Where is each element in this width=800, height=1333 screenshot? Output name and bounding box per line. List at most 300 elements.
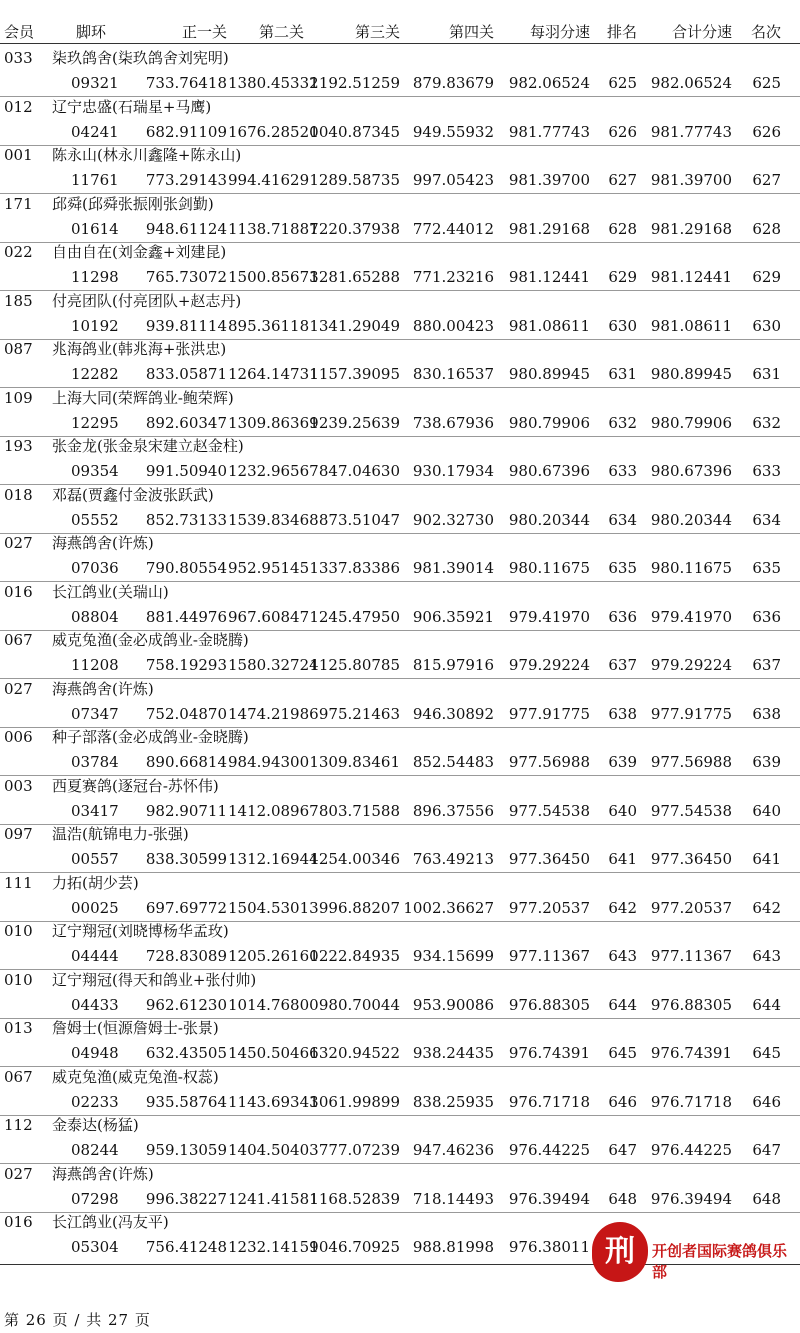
place-value: 630	[752, 317, 781, 335]
stage3-speed: 1289.58735	[309, 171, 400, 189]
stage2-speed: 1232.14159	[228, 1238, 319, 1256]
rank-value: 632	[608, 414, 637, 432]
member-id: 067	[4, 631, 33, 649]
total-speed: 981.77743	[650, 123, 732, 141]
member-id: 012	[4, 98, 33, 116]
stage1-speed: 991.50940	[145, 462, 227, 480]
stage2-speed: 895.36118	[228, 317, 310, 335]
header-speed: 每羽分速	[529, 23, 590, 41]
stage3-speed: 1061.99899	[309, 1093, 400, 1111]
stage3-speed: 777.07239	[318, 1141, 400, 1159]
member-name: 邱舜(邱舜张振刚张剑勤)	[52, 195, 214, 213]
table-row	[0, 485, 800, 533]
stage2-speed: 1312.16944	[228, 850, 319, 868]
stage3-speed: 1220.37938	[309, 220, 400, 238]
table-row	[0, 388, 800, 436]
table-row	[0, 533, 800, 581]
rank-value: 644	[608, 996, 637, 1014]
table-row	[0, 582, 800, 630]
table-row	[0, 1067, 800, 1115]
table-header	[0, 0, 800, 44]
ring-number: 07347	[71, 705, 119, 723]
ring-number: 01614	[71, 220, 119, 238]
stage4-speed: 718.14493	[412, 1190, 494, 1208]
member-id: 027	[4, 680, 33, 698]
header-stage1: 正一关	[181, 23, 227, 41]
per-bird-speed: 977.36450	[508, 850, 590, 868]
ring-number: 05552	[71, 511, 119, 529]
member-id: 097	[4, 825, 33, 843]
member-id: 018	[4, 486, 33, 504]
place-value: 631	[752, 365, 781, 383]
stage4-speed: 771.23216	[412, 268, 494, 286]
total-speed: 980.20344	[650, 511, 732, 529]
stage2-speed: 1450.50466	[228, 1044, 319, 1062]
stage2-speed: 1143.69343	[228, 1093, 319, 1111]
member-name: 金泰达(杨猛)	[52, 1116, 139, 1134]
stage1-speed: 833.05871	[145, 365, 227, 383]
stage1-speed: 765.73072	[145, 268, 227, 286]
per-bird-speed: 976.88305	[508, 996, 590, 1014]
total-speed: 977.36450	[650, 850, 732, 868]
member-name: 辽宁忠盛(石瑞星+马鹰)	[52, 98, 212, 116]
stage4-speed: 896.37556	[412, 802, 494, 820]
per-bird-speed: 981.29168	[508, 220, 590, 238]
table-row	[0, 630, 800, 678]
stage2-speed: 1138.71887	[228, 220, 319, 238]
member-id: 112	[4, 1116, 33, 1134]
total-speed: 981.12441	[650, 268, 732, 286]
total-speed: 977.54538	[650, 802, 732, 820]
total-speed: 981.29168	[650, 220, 732, 238]
rank-value: 636	[608, 608, 637, 626]
table-row	[0, 48, 800, 96]
place-value: 636	[752, 608, 781, 626]
stage1-speed: 697.69772	[145, 899, 227, 917]
member-id: 013	[4, 1019, 33, 1037]
stage3-speed: 1040.87345	[309, 123, 400, 141]
stage2-speed: 967.60847	[228, 608, 310, 626]
member-name: 种子部落(金必成鸽业-金晓腾)	[52, 728, 249, 746]
member-id: 111	[4, 874, 33, 892]
member-name: 自由自在(刘金鑫+刘建昆)	[52, 243, 227, 261]
place-value: 629	[752, 268, 781, 286]
header-member: 会员	[4, 23, 35, 41]
table-row	[0, 145, 800, 193]
rank-value: 631	[608, 365, 637, 383]
rank-value: 637	[608, 656, 637, 674]
stage2-speed: 1380.45332	[228, 74, 319, 92]
member-id: 010	[4, 971, 33, 989]
stage1-speed: 758.19293	[145, 656, 227, 674]
member-name: 长江鸽业(关瑞山)	[52, 583, 169, 601]
stage1-speed: 982.90711	[145, 802, 227, 820]
total-speed: 979.29224	[650, 656, 732, 674]
stage3-speed: 1337.83386	[309, 559, 400, 577]
stage3-speed: 1245.47950	[309, 608, 400, 626]
stage3-speed: 1157.39095	[309, 365, 400, 383]
stage4-speed: 946.30892	[412, 705, 494, 723]
place-value: 637	[752, 656, 781, 674]
total-speed: 976.71718	[650, 1093, 732, 1111]
place-value: 635	[752, 559, 781, 577]
place-value: 647	[752, 1141, 781, 1159]
stage1-speed: 939.81114	[145, 317, 227, 335]
stage2-speed: 984.94300	[228, 753, 310, 771]
member-name: 付亮团队(付亮团队+赵志丹)	[52, 292, 242, 310]
stage3-speed: 1320.94522	[309, 1044, 400, 1062]
table-row	[0, 921, 800, 969]
stage3-speed: 873.51047	[318, 511, 400, 529]
stage2-speed: 1404.50403	[228, 1141, 319, 1159]
place-value: 628	[752, 220, 781, 238]
per-bird-speed: 976.38011	[508, 1238, 590, 1256]
per-bird-speed: 981.08611	[508, 317, 590, 335]
member-name: 陈永山(林永川鑫隆+陈永山)	[52, 146, 242, 164]
stage4-speed: 763.49213	[412, 850, 494, 868]
stage2-speed: 1241.41581	[228, 1190, 319, 1208]
stage1-speed: 852.73133	[145, 511, 227, 529]
stage4-speed: 981.39014	[412, 559, 494, 577]
header-stage2: 第二关	[258, 23, 304, 41]
ring-number: 09354	[71, 462, 119, 480]
table-row	[0, 679, 800, 727]
table-row	[0, 1164, 800, 1212]
stage2-speed: 1014.76800	[228, 996, 319, 1014]
place-value: 634	[752, 511, 781, 529]
stage4-speed: 938.24435	[412, 1044, 494, 1062]
member-name: 上海大同(荣辉鸽业-鲍荣辉)	[52, 389, 234, 407]
club-name: 开创者国际赛鸽俱乐部	[652, 1242, 788, 1281]
place-value: 640	[752, 802, 781, 820]
table-row	[0, 873, 800, 921]
place-value: 643	[752, 947, 781, 965]
stage3-speed: 1254.00346	[309, 850, 400, 868]
stage4-speed: 1002.36627	[403, 899, 494, 917]
member-id: 022	[4, 243, 33, 261]
per-bird-speed: 977.11367	[508, 947, 590, 965]
rank-value: 648	[608, 1190, 637, 1208]
ring-number: 04433	[71, 996, 119, 1014]
place-value: 625	[752, 74, 781, 92]
stage4-speed: 902.32730	[412, 511, 494, 529]
member-name: 邓磊(贾鑫付金波张跃武)	[52, 486, 214, 504]
place-value: 638	[752, 705, 781, 723]
stage2-speed: 1676.28520	[228, 123, 319, 141]
stage1-speed: 935.58764	[145, 1093, 227, 1111]
rank-value: 646	[608, 1093, 637, 1111]
ring-number: 05304	[71, 1238, 119, 1256]
header-stage3: 第三关	[354, 23, 400, 41]
member-id: 001	[4, 146, 33, 164]
stage1-speed: 756.41248	[145, 1238, 227, 1256]
stage2-speed: 1504.53013	[228, 899, 319, 917]
ring-number: 11761	[71, 171, 119, 189]
rank-value: 633	[608, 462, 637, 480]
member-name: 长江鸽业(冯友平)	[52, 1213, 169, 1231]
stage2-speed: 1205.26160	[228, 947, 319, 965]
stage1-speed: 752.04870	[145, 705, 227, 723]
rank-value: 641	[608, 850, 637, 868]
rank-value: 628	[608, 220, 637, 238]
member-name: 力拓(胡少芸)	[52, 874, 139, 892]
per-bird-speed: 982.06524	[508, 74, 590, 92]
member-id: 027	[4, 534, 33, 552]
stage4-speed: 988.81998	[412, 1238, 494, 1256]
per-bird-speed: 979.41970	[508, 608, 590, 626]
stage3-speed: 975.21463	[318, 705, 400, 723]
ring-number: 02233	[71, 1093, 119, 1111]
stage3-speed: 1192.51259	[309, 74, 400, 92]
total-speed: 976.88305	[650, 996, 732, 1014]
member-id: 027	[4, 1165, 33, 1183]
per-bird-speed: 980.79906	[508, 414, 590, 432]
total-speed: 980.67396	[650, 462, 732, 480]
total-speed: 982.06524	[650, 74, 732, 92]
stage3-speed: 1309.83461	[309, 753, 400, 771]
header-rank: 排名	[606, 23, 637, 41]
rank-value: 625	[608, 74, 637, 92]
total-speed: 976.74391	[650, 1044, 732, 1062]
stage3-speed: 1239.25639	[309, 414, 400, 432]
stage1-speed: 790.80554	[145, 559, 227, 577]
stage1-speed: 632.43505	[145, 1044, 227, 1062]
stage4-speed: 930.17934	[412, 462, 494, 480]
member-name: 辽宁翔冠(刘晓博杨华孟玫)	[52, 922, 229, 940]
rank-value: 645	[608, 1044, 637, 1062]
stage1-speed: 892.60347	[145, 414, 227, 432]
member-name: 柒玖鸽舍(柒玖鸽舍刘宪明)	[52, 49, 229, 67]
ring-number: 09321	[71, 74, 119, 92]
per-bird-speed: 976.44225	[508, 1141, 590, 1159]
total-speed: 976.39494	[650, 1190, 732, 1208]
stage3-speed: 1046.70925	[309, 1238, 400, 1256]
stage1-speed: 682.91109	[145, 123, 227, 141]
table-row	[0, 727, 800, 775]
rank-value: 629	[608, 268, 637, 286]
stage2-speed: 1580.32724	[228, 656, 319, 674]
per-bird-speed: 977.20537	[508, 899, 590, 917]
total-speed: 977.56988	[650, 753, 732, 771]
place-value: 642	[752, 899, 781, 917]
stage4-speed: 934.15699	[412, 947, 494, 965]
per-bird-speed: 977.91775	[508, 705, 590, 723]
ring-number: 03417	[71, 802, 119, 820]
per-bird-speed: 981.12441	[508, 268, 590, 286]
stage1-speed: 773.29143	[145, 171, 227, 189]
stage1-speed: 948.61124	[145, 220, 227, 238]
table-row	[0, 242, 800, 290]
place-value: 639	[752, 753, 781, 771]
member-id: 010	[4, 922, 33, 940]
stage3-speed: 1281.65288	[309, 268, 400, 286]
table-row	[0, 1115, 800, 1163]
stage3-speed: 847.04630	[318, 462, 400, 480]
member-id: 171	[4, 195, 33, 213]
stage4-speed: 838.25935	[412, 1093, 494, 1111]
per-bird-speed: 977.54538	[508, 802, 590, 820]
table-row	[0, 97, 800, 145]
per-bird-speed: 979.29224	[508, 656, 590, 674]
stage1-speed: 959.13059	[145, 1141, 227, 1159]
place-value: 644	[752, 996, 781, 1014]
member-name: 威克兔渔(威克兔渔-权蕊)	[52, 1068, 219, 1086]
table-row	[0, 194, 800, 242]
stage4-speed: 852.54483	[412, 753, 494, 771]
table-row	[0, 776, 800, 824]
stage1-speed: 962.61230	[145, 996, 227, 1014]
ring-number: 07036	[71, 559, 119, 577]
header-place: 名次	[750, 23, 781, 41]
stage3-speed: 996.88207	[318, 899, 400, 917]
stage4-speed: 815.97916	[412, 656, 494, 674]
member-id: 003	[4, 777, 33, 795]
rank-value: 647	[608, 1141, 637, 1159]
header-ring: 脚环	[76, 23, 107, 41]
stage2-speed: 1232.96567	[228, 462, 319, 480]
page-footer: 第 26 页 / 共 27 页	[4, 1311, 151, 1329]
member-id: 185	[4, 292, 33, 310]
stage4-speed: 772.44012	[412, 220, 494, 238]
rank-value: 642	[608, 899, 637, 917]
place-value: 626	[752, 123, 781, 141]
stage4-speed: 953.90086	[412, 996, 494, 1014]
rank-value: 638	[608, 705, 637, 723]
member-id: 109	[4, 389, 33, 407]
table-row	[0, 436, 800, 484]
member-name: 辽宁翔冠(得天和鸽业+张付帅)	[52, 971, 257, 989]
ring-number: 12282	[71, 365, 119, 383]
total-speed: 977.20537	[650, 899, 732, 917]
member-name: 张金龙(张金泉宋建立赵金柱)	[52, 437, 244, 455]
stage3-speed: 803.71588	[318, 802, 400, 820]
total-speed: 977.11367	[650, 947, 732, 965]
stage3-speed: 1168.52839	[309, 1190, 400, 1208]
table-row	[0, 1018, 800, 1066]
ring-number: 08804	[71, 608, 119, 626]
club-seal: 刑	[592, 1222, 648, 1282]
rank-value: 627	[608, 171, 637, 189]
place-value: 627	[752, 171, 781, 189]
stage1-speed: 996.38227	[145, 1190, 227, 1208]
place-value: 633	[752, 462, 781, 480]
member-id: 087	[4, 340, 33, 358]
ring-number: 04948	[71, 1044, 119, 1062]
stage4-speed: 738.67936	[412, 414, 494, 432]
total-speed: 977.91775	[650, 705, 732, 723]
total-speed: 980.79906	[650, 414, 732, 432]
stage1-speed: 728.83089	[145, 947, 227, 965]
header-total: 合计分速	[671, 23, 732, 41]
member-name: 海燕鸽舍(许炼)	[52, 1165, 154, 1183]
rank-value: 626	[608, 123, 637, 141]
ring-number: 07298	[71, 1190, 119, 1208]
table-row	[0, 291, 800, 339]
total-speed: 979.41970	[650, 608, 732, 626]
ring-number: 04241	[71, 123, 119, 141]
place-value: 641	[752, 850, 781, 868]
member-id: 016	[4, 583, 33, 601]
member-id: 193	[4, 437, 33, 455]
total-speed: 981.39700	[650, 171, 732, 189]
member-name: 兆海鸽业(韩兆海+张洪忠)	[52, 340, 227, 358]
stage4-speed: 997.05423	[412, 171, 494, 189]
ring-number: 08244	[71, 1141, 119, 1159]
stage3-speed: 1222.84935	[309, 947, 400, 965]
per-bird-speed: 980.89945	[508, 365, 590, 383]
stage2-speed: 1474.21986	[228, 705, 319, 723]
stage4-speed: 947.46236	[412, 1141, 494, 1159]
member-name: 温浩(航锦电力-张强)	[52, 825, 189, 843]
stage4-speed: 830.16537	[412, 365, 494, 383]
stage4-speed: 906.35921	[412, 608, 494, 626]
ring-number: 11298	[71, 268, 119, 286]
stage2-speed: 952.95145	[228, 559, 310, 577]
table-row	[0, 970, 800, 1018]
per-bird-speed: 980.11675	[508, 559, 590, 577]
member-id: 016	[4, 1213, 33, 1231]
stage1-speed: 733.76418	[145, 74, 227, 92]
per-bird-speed: 977.56988	[508, 753, 590, 771]
stage4-speed: 879.83679	[412, 74, 494, 92]
stage2-speed: 1309.86369	[228, 414, 319, 432]
total-speed: 976.44225	[650, 1141, 732, 1159]
stage2-speed: 1264.14731	[228, 365, 319, 383]
table-row	[0, 339, 800, 387]
rank-value: 630	[608, 317, 637, 335]
stage4-speed: 949.55932	[412, 123, 494, 141]
ring-number: 00557	[71, 850, 119, 868]
ring-number: 00025	[71, 899, 119, 917]
per-bird-speed: 981.39700	[508, 171, 590, 189]
rank-value: 639	[608, 753, 637, 771]
place-value: 632	[752, 414, 781, 432]
header-stage4: 第四关	[448, 23, 494, 41]
place-value: 646	[752, 1093, 781, 1111]
stage1-speed: 838.30599	[145, 850, 227, 868]
stage2-speed: 994.41629	[228, 171, 310, 189]
member-name: 海燕鸽舍(许炼)	[52, 534, 154, 552]
per-bird-speed: 976.39494	[508, 1190, 590, 1208]
total-speed: 980.89945	[650, 365, 732, 383]
stage3-speed: 980.70044	[318, 996, 400, 1014]
per-bird-speed: 976.74391	[508, 1044, 590, 1062]
ring-number: 10192	[71, 317, 119, 335]
member-name: 海燕鸽舍(许炼)	[52, 680, 154, 698]
table-row	[0, 824, 800, 872]
per-bird-speed: 980.67396	[508, 462, 590, 480]
rank-value: 640	[608, 802, 637, 820]
rank-value: 634	[608, 511, 637, 529]
stage1-speed: 890.66814	[145, 753, 227, 771]
place-value: 645	[752, 1044, 781, 1062]
stage2-speed: 1500.85673	[228, 268, 319, 286]
ring-number: 11208	[71, 656, 119, 674]
member-name: 詹姆士(恒源詹姆士-张景)	[52, 1019, 219, 1037]
per-bird-speed: 976.71718	[508, 1093, 590, 1111]
per-bird-speed: 980.20344	[508, 511, 590, 529]
member-name: 威克兔渔(金必成鸽业-金晓腾)	[52, 631, 249, 649]
total-speed: 980.11675	[650, 559, 732, 577]
member-id: 067	[4, 1068, 33, 1086]
stage4-speed: 880.00423	[412, 317, 494, 335]
ring-number: 12295	[71, 414, 119, 432]
stage1-speed: 881.44976	[145, 608, 227, 626]
stage2-speed: 1539.83468	[228, 511, 319, 529]
member-id: 033	[4, 49, 33, 67]
total-speed: 981.08611	[650, 317, 732, 335]
header-divider	[0, 43, 800, 44]
